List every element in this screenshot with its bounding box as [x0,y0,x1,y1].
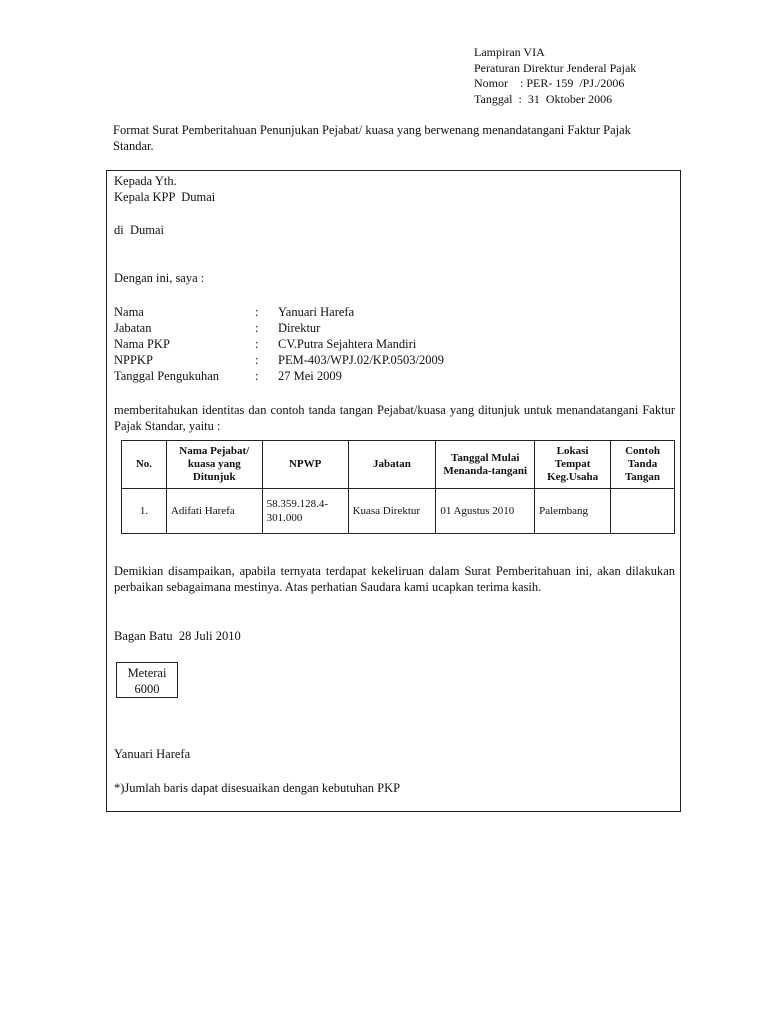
field-value: Direktur [278,321,321,335]
field-value: 27 Mei 2009 [278,369,342,383]
stamp-value: 6000 [134,682,160,696]
table-header-cell: Jabatan [348,441,436,489]
appointee-table [121,440,675,534]
signer-name: Yanuari Harefa [114,747,191,761]
attachment-label: Lampiran VIA [474,45,545,59]
field-row-nama [114,304,614,320]
field-colon: : [255,321,259,335]
table-cell-location: Palembang [535,489,611,534]
field-row-tanggal-pengukuhan [114,368,614,384]
field-row-nppkp [114,352,614,368]
recipient-line1: Kepada Yth. [114,174,177,188]
table-header-cell: NPWP [262,441,348,489]
field-colon: : [255,337,259,351]
field-colon: : [255,369,259,383]
table-cell-no: 1. [122,489,167,534]
table-cell-start-date: 01 Agustus 2010 [436,489,535,534]
opening-line: Dengan ini, saya : [114,271,205,285]
field-value: PEM-403/WPJ.02/KP.0503/2009 [278,353,444,367]
regulation-date: Tanggal : 31 Oktober 2006 [474,91,613,106]
field-label: Jabatan [114,321,152,335]
letter-box [106,170,681,812]
field-label: Tanggal Pengukuhan [114,369,220,383]
field-label: NPPKP [114,353,153,367]
field-label: Nama [114,305,144,319]
field-value: Yanuari Harefa [278,305,355,319]
field-colon: : [255,305,259,319]
field-row-nama-pkp [114,336,614,352]
table-cell-position: Kuasa Direktur [348,489,436,534]
table-cell-name: Adifati Harefa [166,489,262,534]
table-header-cell: Nama Pejabat/ kuasa yang Ditunjuk [166,441,262,489]
table-header-row [122,441,675,489]
table-cell-npwp: 58.359.128.4-301.000 [262,489,348,534]
field-label: Nama PKP [114,337,170,351]
field-value: CV.Putra Sejahtera Mandiri [278,337,417,351]
notify-paragraph: memberitahukan identitas dan contoh tanda tangan Pejabat/kuasa yang ditunjuk untuk menandatangani Faktur Pajak Standar, yaitu : [114,403,675,433]
field-colon: : [255,353,259,367]
attachment-header [474,45,636,107]
table-header-cell: Lokasi Tempat Keg.Usaha [535,441,611,489]
table-header-cell: Tanggal Mulai Menanda-tangani [436,441,535,489]
recipient-location: di Dumai [114,223,164,237]
table-cell-signature [611,489,675,534]
table-header-cell: No. [122,441,167,489]
form-title: Format Surat Pemberitahuan Penunjukan Pejabat/ kuasa yang berwenang menandatangani Faktur Pajak Standar. [113,123,631,153]
footnote: *)Jumlah baris dapat disesuaikan dengan kebutuhan PKP [114,781,401,795]
regulation-title: Peraturan Direktur Jenderal Pajak [474,60,637,75]
table-row [122,489,675,534]
field-row-jabatan [114,320,614,336]
recipient-line2: Kepala KPP Dumai [114,190,216,204]
closing-paragraph: Demikian disampaikan, apabila ternyata terdapat kekeliruan dalam Surat Pemberitahuan ini, akan dilakukan perbaikan sebagaimana mestinya. Atas perhatian Saudara kami ucapkan terima kasih. [114,564,675,594]
place-date: Bagan Batu 28 Juli 2010 [114,629,241,643]
regulation-number: Nomor : PER- 159 /PJ./2006 [474,76,625,90]
stamp-label: Meterai [127,666,167,680]
stamp-box [116,662,178,698]
table-header-cell: Contoh Tanda Tangan [611,441,675,489]
